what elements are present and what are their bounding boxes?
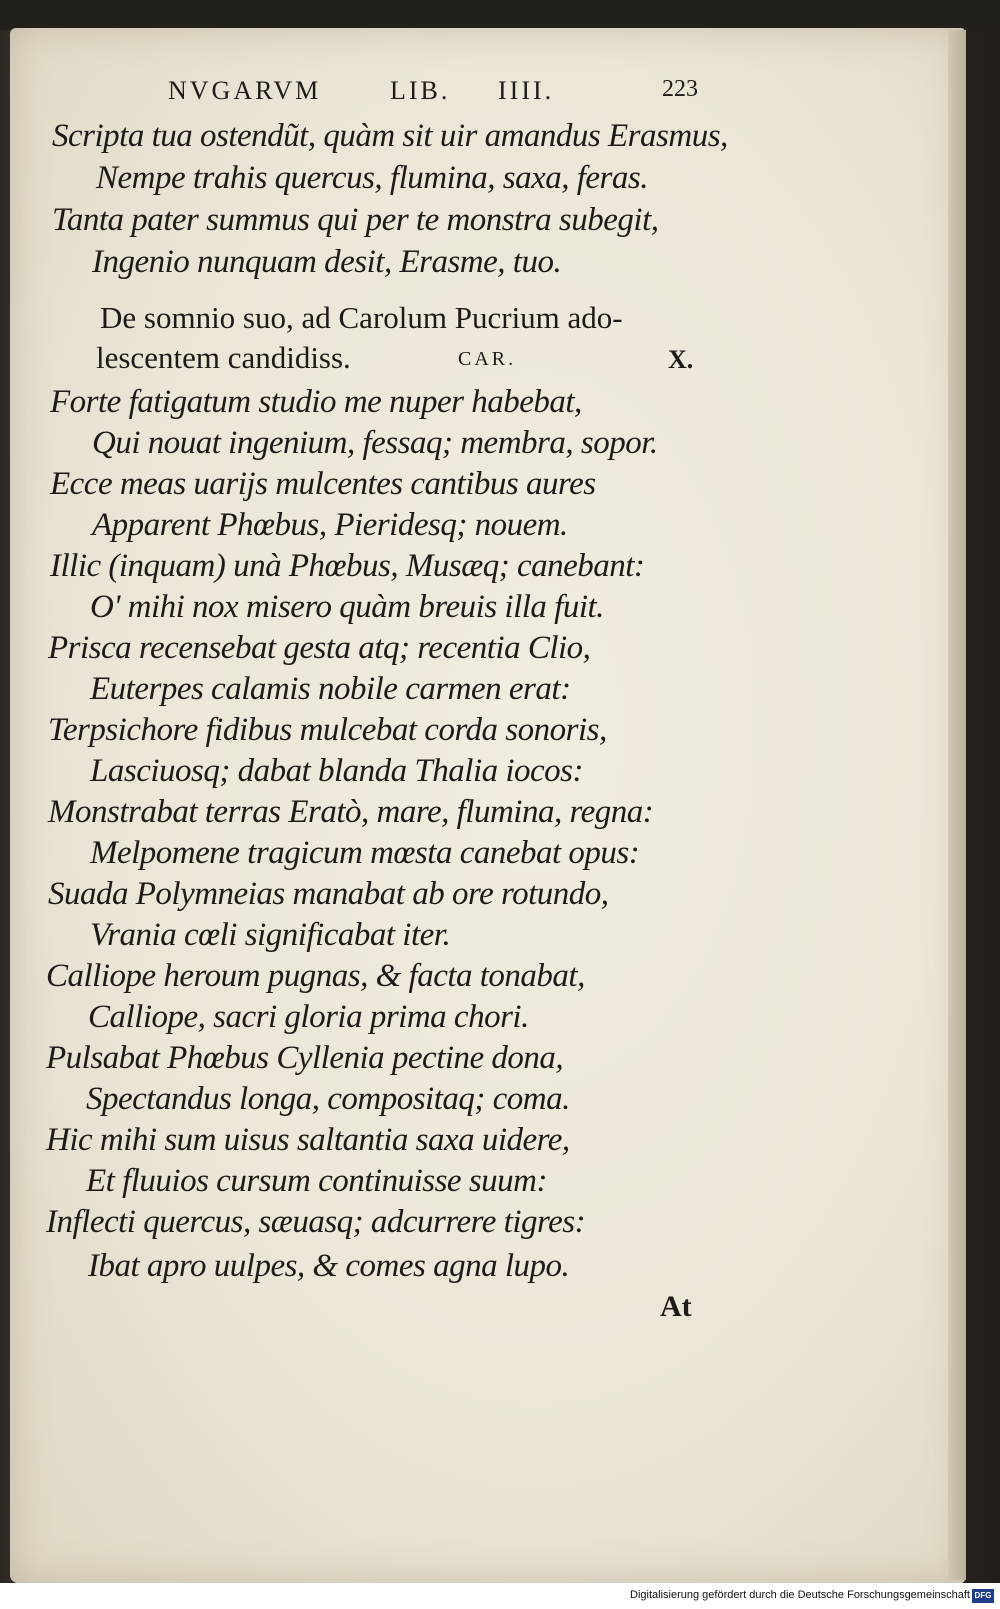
page-number: 223 <box>662 76 698 102</box>
verse-line: Tanta pater summus qui per te monstra subegit, <box>52 202 659 238</box>
poem-line: Ibat apro uulpes, & comes agna lupo. <box>88 1248 570 1284</box>
poem-line: Spectandus longa, compositaq; coma. <box>86 1081 570 1117</box>
poem-line: Suada Polymneias manabat ab ore rotundo, <box>48 876 609 912</box>
poem-line: Inflecti quercus, sæuasq; adcurrere tigres: <box>46 1204 586 1240</box>
poem-line: Monstrabat terras Eratò, mare, flumina, regna: <box>48 794 654 830</box>
poem-line: Lasciuosq; dabat blanda Thalia iocos: <box>90 753 584 789</box>
running-book-number: IIII. <box>498 76 555 105</box>
dfg-logo: DFG <box>972 1589 994 1603</box>
poem-line: Calliope heroum pugnas, & facta tonabat, <box>46 958 585 994</box>
poem-heading-line-1: De somnio suo, ad Carolum Pucrium ado- <box>100 300 623 335</box>
poem-line: Pulsabat Phœbus Cyllenia pectine dona, <box>46 1040 564 1076</box>
page-edge <box>948 30 966 1580</box>
poem-line: Qui nouat ingenium, fessaq; membra, sopor. <box>92 425 658 461</box>
running-book-label: LIB. <box>390 76 451 105</box>
poem-line: Terpsichore fidibus mulcebat corda sonoris, <box>48 712 607 748</box>
verse-line: Ingenio nunquam desit, Erasme, tuo. <box>92 244 562 280</box>
poem-line: Melpomene tragicum mœsta canebat opus: <box>90 835 640 871</box>
funding-note: Digitalisierung gefördert durch die Deutsche Forschungsgemeinschaft <box>630 1589 970 1601</box>
scan-top-edge <box>0 0 1000 30</box>
running-title: NVGARVM <box>168 76 322 105</box>
poem-line: Euterpes calamis nobile carmen erat: <box>90 671 571 707</box>
catchword: At <box>660 1290 692 1323</box>
poem-line: Et fluuios cursum continuisse suum: <box>86 1163 547 1199</box>
poem-line: Forte fatigatum studio me nuper habebat, <box>50 384 582 420</box>
poem-line: O' mihi nox misero quàm breuis illa fuit. <box>90 589 604 625</box>
carmen-number: X. <box>668 345 694 374</box>
poem-line: Hic mihi sum uisus saltantia saxa uidere, <box>46 1122 570 1158</box>
verse-line: Scripta tua ostendũt, quàm sit uir amandus Erasmus, <box>52 118 728 154</box>
poem-line: Illic (inquam) unà Phœbus, Musæq; canebant: <box>50 548 645 584</box>
poem-line: Vrania cœli significabat iter. <box>90 917 451 953</box>
verse-line: Nempe trahis quercus, flumina, saxa, feras. <box>96 160 648 196</box>
poem-heading-line-2: lescentem candidiss. <box>96 340 351 375</box>
poem-line: Prisca recensebat gesta atq; recentia Clio, <box>48 630 591 666</box>
poem-line: Apparent Phœbus, Pieridesq; nouem. <box>92 507 568 543</box>
poem-line: Calliope, sacri gloria prima chori. <box>88 999 529 1035</box>
poem-line: Ecce meas uarijs mulcentes cantibus aures <box>50 466 596 502</box>
carmen-label: CAR. <box>458 348 517 370</box>
